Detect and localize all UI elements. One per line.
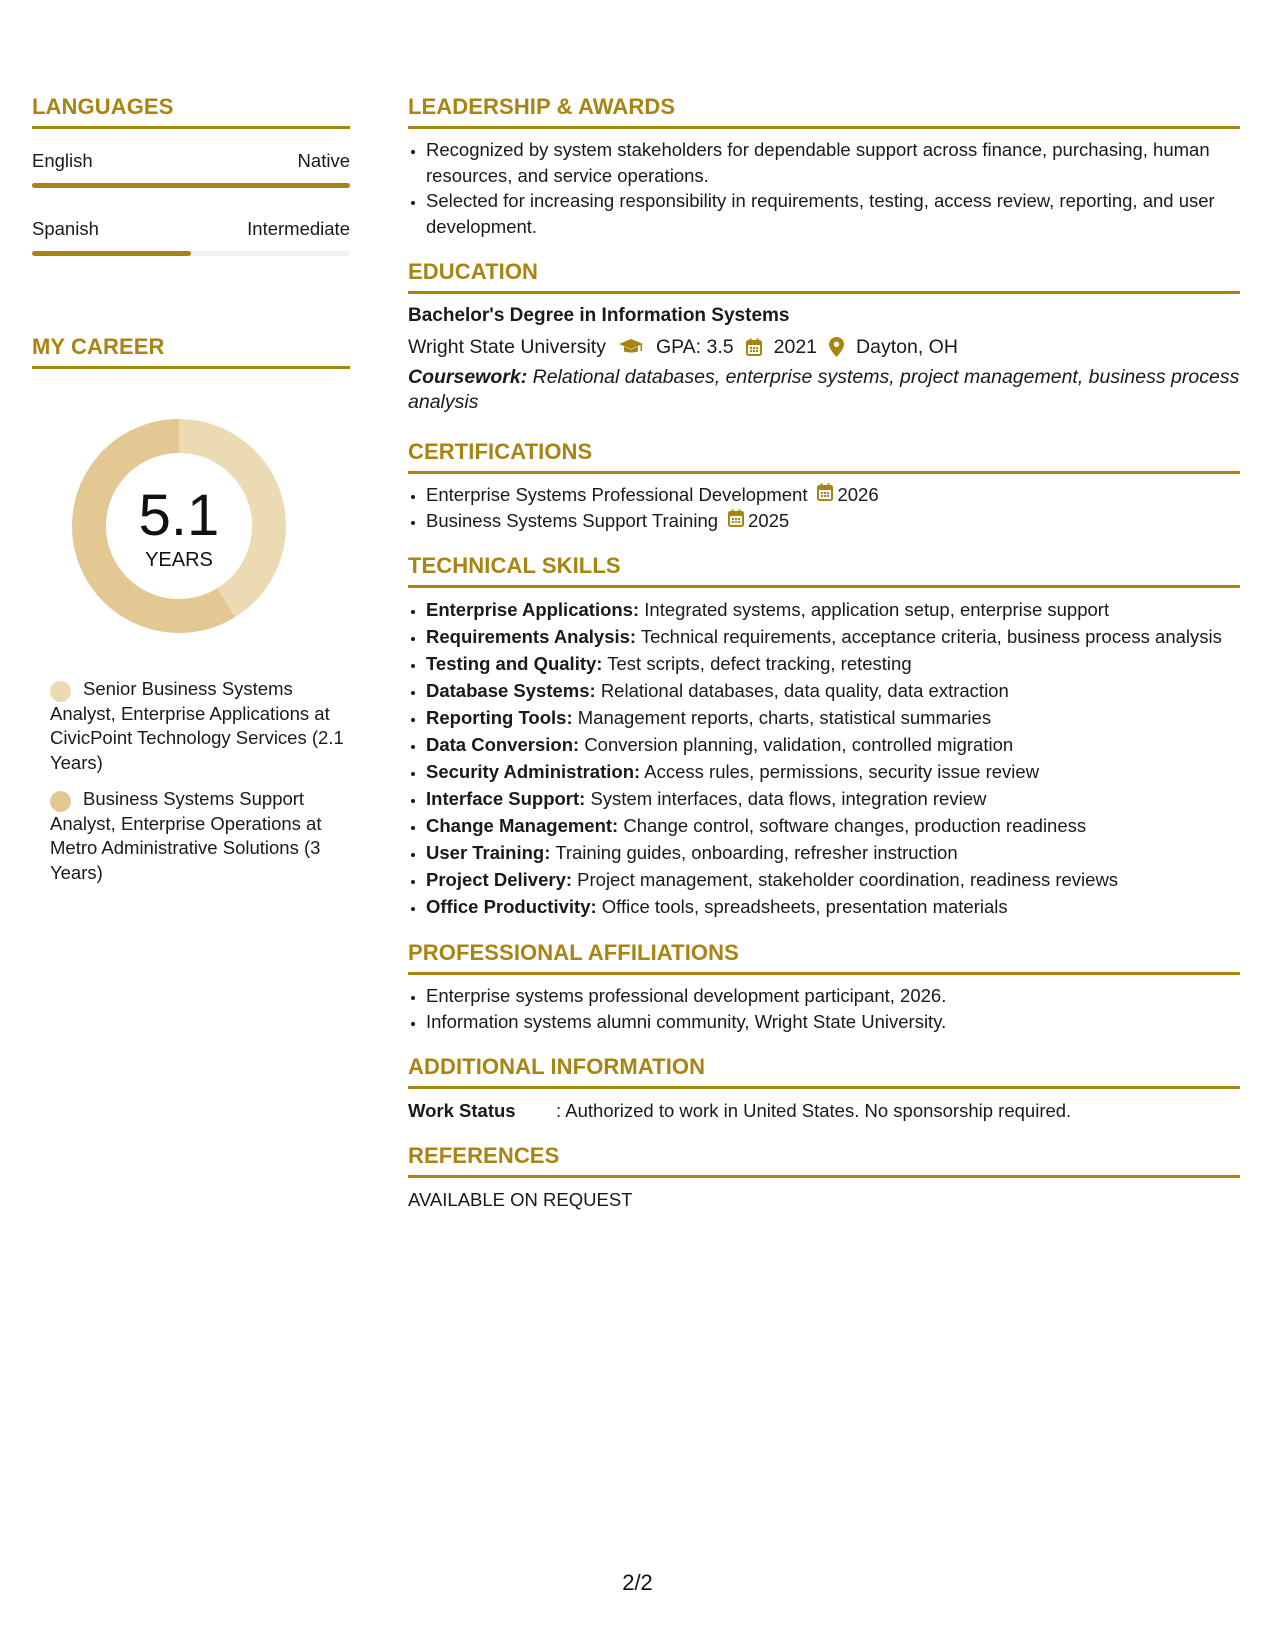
- skills-section: [408, 553, 1240, 920]
- languages-heading: LANGUAGES: [32, 94, 350, 129]
- references-text: AVAILABLE ON REQUEST: [408, 1189, 633, 1210]
- skill-value: Training guides, onboarding, refresher instruction: [555, 842, 958, 863]
- donut-center: [66, 413, 292, 639]
- education-gpa: GPA: 3.5: [655, 336, 734, 358]
- skill-item: [426, 866, 1240, 893]
- education-coursework: [408, 365, 1240, 415]
- list-item: • Enterprise systems professional development participant, 2026.: [426, 983, 1240, 1009]
- career-heading: MY CAREER: [32, 334, 350, 369]
- skill-value: Conversion planning, validation, controlled migration: [584, 734, 1014, 755]
- education-section: [408, 259, 1240, 415]
- calendar-icon: [817, 482, 837, 508]
- education-heading: EDUCATION: [408, 259, 1240, 294]
- skill-value: System interfaces, data flows, integration review: [590, 788, 987, 809]
- graduation-cap-icon: [618, 338, 644, 356]
- education-location: Dayton, OH: [856, 336, 958, 358]
- coursework-text: Relational databases, enterprise systems, project management, business process analysis: [408, 366, 1240, 413]
- language-item: [32, 218, 350, 256]
- language-name: Spanish: [32, 218, 99, 239]
- skill-label: User Training:: [426, 842, 551, 863]
- references-section: [408, 1143, 1240, 1212]
- leadership-section: [408, 94, 1240, 239]
- skills-list: [426, 596, 1240, 920]
- list-item: • Recognized by system stakeholders for dependable support across finance, purchasing, human resources, and service operations.: [426, 137, 1240, 188]
- certifications-heading: CERTIFICATIONS: [408, 439, 1240, 474]
- education-school: Wright State University: [408, 336, 606, 358]
- list-item: [426, 482, 1240, 508]
- page-number: 2/2: [622, 1570, 653, 1595]
- career-legend-dot: [50, 791, 71, 812]
- leadership-heading: LEADERSHIP & AWARDS: [408, 94, 1240, 129]
- certification-year: 2026: [837, 484, 879, 505]
- skill-label: Change Management:: [426, 815, 619, 836]
- skill-label: Interface Support:: [426, 788, 586, 809]
- skill-item: [426, 812, 1240, 839]
- skill-label: Database Systems:: [426, 680, 596, 701]
- career-item-text: Senior Business Systems Analyst, Enterprise Applications at CivicPoint Technology Services (2.1 Years): [50, 678, 344, 773]
- right-column: [408, 94, 1240, 1212]
- skill-label: Testing and Quality:: [426, 653, 603, 674]
- skill-label: Requirements Analysis:: [426, 626, 637, 647]
- career-item: [50, 677, 350, 775]
- affiliations-list: [426, 983, 1240, 1034]
- education-meta: [408, 335, 1240, 359]
- education-year: 2021: [773, 336, 818, 358]
- skill-item: [426, 758, 1240, 785]
- info-value: : Authorized to work in United States. No sponsorship required.: [556, 1100, 1072, 1121]
- skill-item: [426, 596, 1240, 623]
- skill-value: Management reports, charts, statistical summaries: [577, 707, 992, 728]
- skill-label: Office Productivity:: [426, 896, 597, 917]
- skill-item: [426, 731, 1240, 758]
- language-proficiency-fill: [32, 251, 191, 256]
- leadership-list: [426, 137, 1240, 239]
- career-total-value: 5.1: [138, 483, 220, 548]
- education-degree: Bachelor's Degree in Information Systems: [408, 305, 790, 326]
- calendar-icon: [746, 338, 762, 356]
- skill-item: [426, 623, 1240, 650]
- skill-label: Security Administration:: [426, 761, 641, 782]
- career-donut-chart: [66, 413, 292, 639]
- info-key: Work Status: [408, 1100, 516, 1121]
- skill-label: Reporting Tools:: [426, 707, 573, 728]
- affiliations-section: [408, 940, 1240, 1034]
- info-row: [408, 1099, 1240, 1123]
- skill-value: Change control, software changes, production readiness: [623, 815, 1087, 836]
- calendar-icon: [728, 508, 748, 534]
- certifications-list: [426, 482, 1240, 533]
- skill-item: [426, 704, 1240, 731]
- map-pin-icon: [829, 337, 844, 357]
- skill-value: Relational databases, data quality, data extraction: [600, 680, 1009, 701]
- language-level: Native: [297, 150, 350, 171]
- career-item: [50, 787, 350, 885]
- additional-info-section: [408, 1054, 1240, 1123]
- affiliations-heading: PROFESSIONAL AFFILIATIONS: [408, 940, 1240, 975]
- skill-value: Access rules, permissions, security issue review: [644, 761, 1040, 782]
- skill-label: Project Delivery:: [426, 869, 573, 890]
- skill-item: [426, 650, 1240, 677]
- skill-value: Test scripts, defect tracking, retesting: [607, 653, 912, 674]
- list-item: • Information systems alumni community, Wright State University.: [426, 1009, 1240, 1035]
- career-total-unit: YEARS: [145, 549, 213, 571]
- references-heading: REFERENCES: [408, 1143, 1240, 1178]
- language-proficiency-bar: [32, 251, 350, 256]
- certification-name: Business Systems Support Training: [426, 509, 719, 531]
- skill-item: [426, 839, 1240, 866]
- language-level: Intermediate: [247, 218, 350, 239]
- skills-heading: TECHNICAL SKILLS: [408, 553, 1240, 588]
- list-item: • Selected for increasing responsibility in requirements, testing, access review, reporting, and user development.: [426, 188, 1240, 239]
- language-item: [32, 150, 350, 188]
- career-item-text: Business Systems Support Analyst, Enterprise Operations at Metro Administrative Solutions (3 Years): [50, 788, 322, 883]
- skill-item: [426, 677, 1240, 704]
- skill-value: Project management, stakeholder coordination, readiness reviews: [577, 869, 1119, 890]
- skill-item: [426, 785, 1240, 812]
- skill-value: Technical requirements, acceptance criteria, business process analysis: [640, 626, 1222, 647]
- career-legend-dot: [50, 681, 71, 702]
- language-proficiency-bar: [32, 183, 350, 188]
- language-name: English: [32, 150, 93, 171]
- skill-value: Office tools, spreadsheets, presentation materials: [601, 896, 1008, 917]
- certification-name: Enterprise Systems Professional Development: [426, 484, 808, 505]
- skill-label: Data Conversion:: [426, 734, 580, 755]
- skill-label: Enterprise Applications:: [426, 599, 640, 620]
- skill-item: [426, 893, 1240, 920]
- certifications-section: [408, 439, 1240, 533]
- left-column: [32, 94, 350, 885]
- certification-year: 2025: [748, 509, 790, 531]
- career-list: [32, 677, 350, 885]
- coursework-label: Coursework:: [408, 366, 528, 388]
- language-proficiency-fill: [32, 183, 350, 188]
- list-item: [426, 508, 1240, 534]
- skill-value: Integrated systems, application setup, enterprise support: [644, 599, 1110, 620]
- additional-info-heading: ADDITIONAL INFORMATION: [408, 1054, 1240, 1089]
